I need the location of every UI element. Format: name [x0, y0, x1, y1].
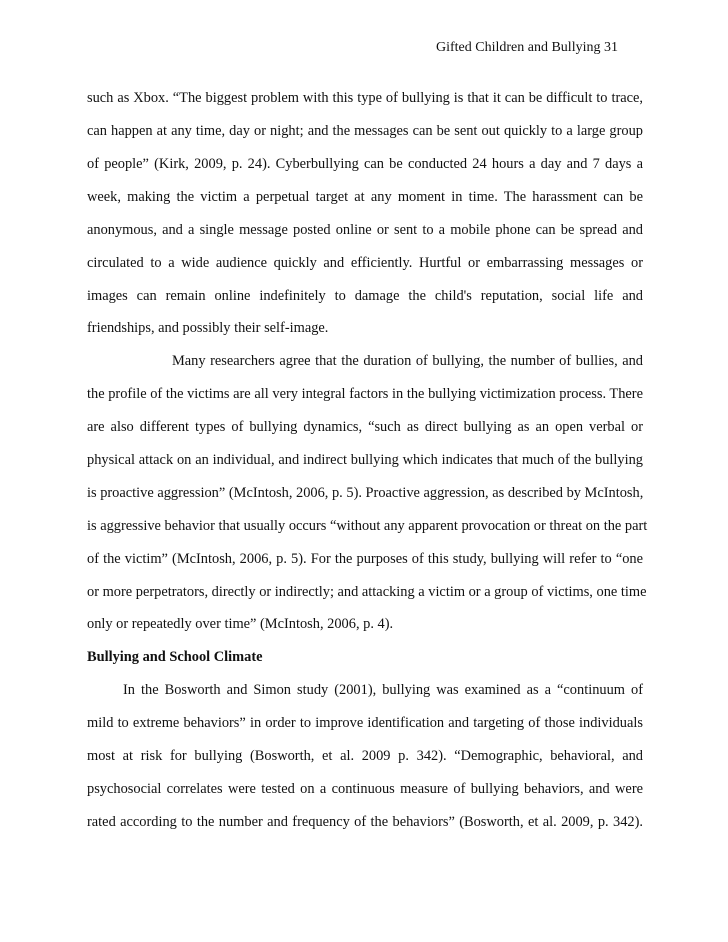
paragraph-line: is aggressive behavior that usually occurs “without any apparent provocation or threat on the part [87, 518, 648, 534]
paragraph-line: of people” (Kirk, 2009, p. 24). Cyberbullying can be conducted 24 hours a day and 7 days a [87, 156, 643, 172]
paragraph-line: week, making the victim a perpetual target at any moment in time. The harassment can be [87, 189, 643, 205]
paragraph-line: mild to extreme behaviors” in order to improve identification and targeting of those individuals [87, 715, 643, 731]
paragraph-line: most at risk for bullying (Bosworth, et al. 2009 p. 342). “Demographic, behavioral, and [87, 748, 643, 764]
paragraph-line: are also different types of bullying dynamics, “such as direct bullying as an open verbal or [87, 419, 643, 435]
paragraph-line: is proactive aggression” (McIntosh, 2006, p. 5). Proactive aggression, as described by McIntosh, [87, 485, 644, 501]
paragraph-line: such as Xbox. “The biggest problem with this type of bullying is that it can be difficult to trace, [87, 90, 643, 106]
paragraph-line: circulated to a wide audience quickly and efficiently. Hurtful or embarrassing messages or [87, 255, 643, 271]
paragraph-line: only or repeatedly over time” (McIntosh, 2006, p. 4). [87, 616, 394, 632]
paragraph-line: anonymous, and a single message posted online or sent to a mobile phone can be spread and [87, 222, 643, 238]
paragraph-line: or more perpetrators, directly or indirectly; and attacking a victim or a group of victims, one time [87, 584, 647, 600]
paragraph-line: physical attack on an individual, and indirect bullying which indicates that much of the bullying [87, 452, 643, 468]
paragraph-line: the profile of the victims are all very integral factors in the bullying victimization process. There [87, 386, 643, 402]
paragraph-line: psychosocial correlates were tested on a continuous measure of bullying behaviors, and were [87, 781, 643, 797]
paragraph-line: friendships, and possibly their self-image. [87, 320, 329, 336]
paragraph-line: can happen at any time, day or night; and the messages can be sent out quickly to a large group [87, 123, 643, 139]
running-head: Gifted Children and Bullying 31 [436, 40, 618, 55]
section-heading: Bullying and School Climate [87, 649, 263, 665]
paragraph-line: images can remain online indefinitely to damage the child's reputation, social life and [87, 288, 643, 304]
paragraph-first-line: Many researchers agree that the duration of bullying, the number of bullies, and [172, 353, 643, 369]
paragraph-line: rated according to the number and frequency of the behaviors” (Bosworth, et al. 2009, p. 342). [87, 814, 643, 830]
paragraph-first-line: In the Bosworth and Simon study (2001), bullying was examined as a “continuum of [123, 682, 643, 698]
paragraph-line: of the victim” (McIntosh, 2006, p. 5). For the purposes of this study, bullying will refer to “one [87, 551, 643, 567]
